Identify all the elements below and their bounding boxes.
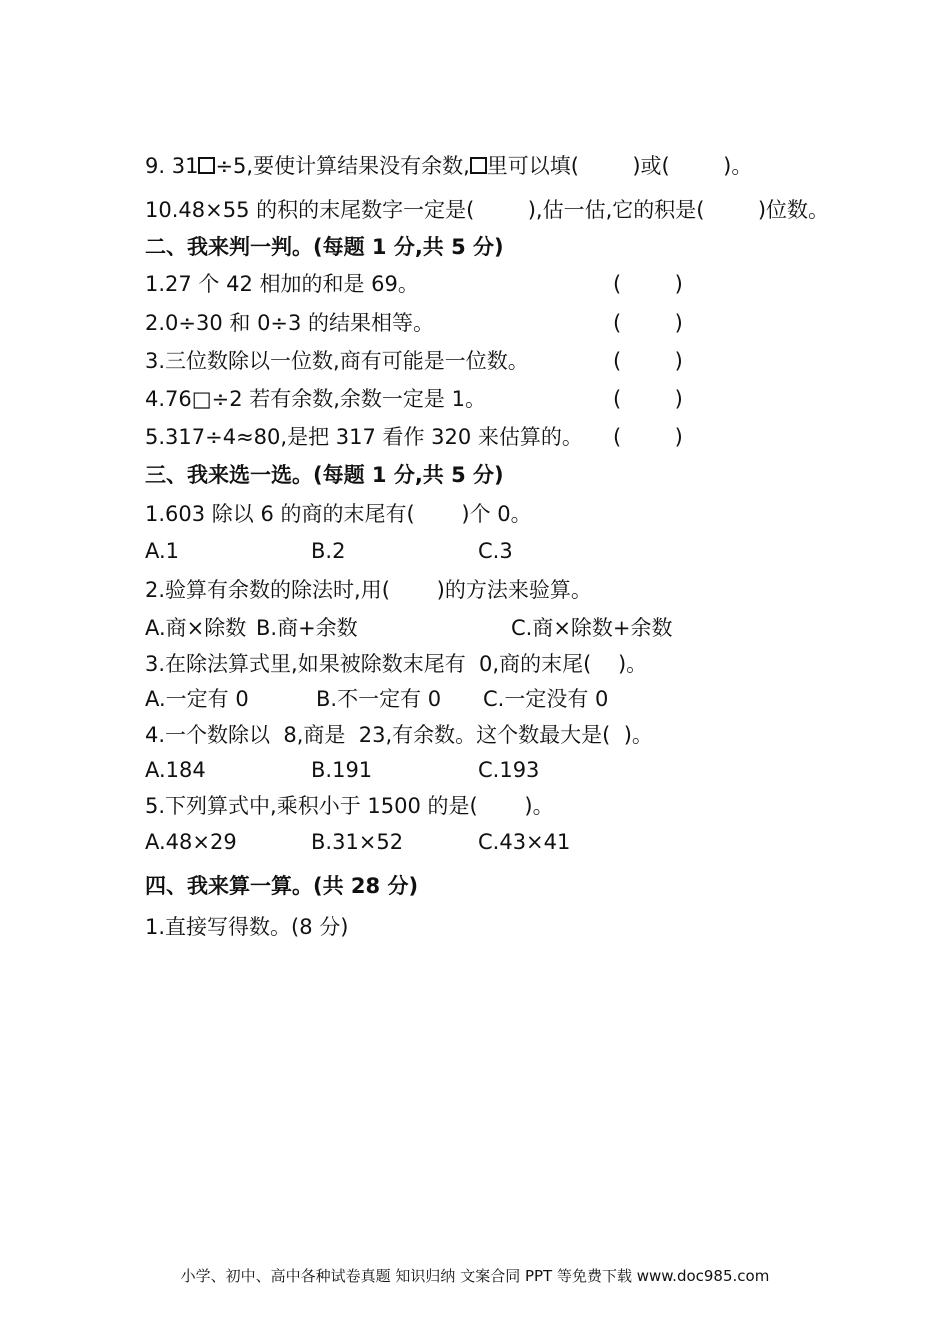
choice-3-option-b[interactable]: B.不一定有 0 bbox=[316, 687, 442, 711]
question-9-part3: 里可以填( )或( )。 bbox=[486, 154, 753, 178]
choice-4-option-b[interactable]: B.191 bbox=[311, 758, 373, 782]
question-9-prefix: 9. 31 bbox=[145, 154, 199, 178]
question-9-part2: ÷5,要使计算结果没有余数, bbox=[215, 154, 470, 178]
choice-1-option-b[interactable]: B.2 bbox=[311, 539, 346, 563]
choice-question-5: 5.下列算式中,乘积小于 1500 的是( )。 bbox=[145, 794, 554, 818]
choice-3-option-c[interactable]: C.一定没有 0 bbox=[483, 687, 609, 711]
judge-item-1: 1.27 个 42 相加的和是 69。 bbox=[145, 272, 419, 296]
judge-item-2: 2.0÷30 和 0÷3 的结果相等。 bbox=[145, 311, 435, 335]
choice-question-1: 1.603 除以 6 的商的末尾有( )个 0。 bbox=[145, 502, 532, 526]
choice-4-option-a[interactable]: A.184 bbox=[145, 758, 206, 782]
judge-answer-bracket-2[interactable]: ( ) bbox=[613, 311, 683, 335]
choice-question-3: 3.在除法算式里,如果被除数末尾有 0,商的末尾( )。 bbox=[145, 652, 648, 676]
blank-square-icon bbox=[470, 157, 487, 174]
judge-item-3: 3.三位数除以一位数,商有可能是一位数。 bbox=[145, 349, 529, 373]
choice-5-option-c[interactable]: C.43×41 bbox=[478, 830, 571, 854]
footer-note: 小学、初中、高中各种试卷真题 知识归纳 文案合同 PPT 等免费下载 www.doc985.com bbox=[180, 1267, 770, 1285]
judge-answer-bracket-1[interactable]: ( ) bbox=[613, 272, 683, 296]
choice-5-option-a[interactable]: A.48×29 bbox=[145, 830, 237, 854]
judge-answer-bracket-4[interactable]: ( ) bbox=[613, 387, 683, 411]
section-judge-heading: 二、我来判一判。(每题 1 分,共 5 分) bbox=[145, 235, 504, 259]
choice-3-option-a[interactable]: A.一定有 0 bbox=[145, 687, 249, 711]
choice-question-2: 2.验算有余数的除法时,用( )的方法来验算。 bbox=[145, 578, 592, 602]
calc-question-1: 1.直接写得数。(8 分) bbox=[145, 915, 349, 939]
section-calc-heading: 四、我来算一算。(共 28 分) bbox=[145, 874, 419, 898]
choice-1-option-a[interactable]: A.1 bbox=[145, 539, 180, 563]
choice-1-option-c[interactable]: C.3 bbox=[478, 539, 513, 563]
choice-2-option-b[interactable]: B.商+余数 bbox=[256, 616, 358, 640]
choice-question-4: 4.一个数除以 8,商是 23,有余数。这个数最大是( )。 bbox=[145, 723, 653, 747]
judge-item-5: 5.317÷4≈80,是把 317 看作 320 来估算的。 bbox=[145, 425, 583, 449]
choice-2-option-c[interactable]: C.商×除数+余数 bbox=[511, 616, 673, 640]
choice-2-option-a[interactable]: A.商×除数 bbox=[145, 616, 247, 640]
blank-square-icon bbox=[198, 157, 215, 174]
choice-4-option-c[interactable]: C.193 bbox=[478, 758, 540, 782]
judge-answer-bracket-3[interactable]: ( ) bbox=[613, 349, 683, 373]
judge-answer-bracket-5[interactable]: ( ) bbox=[613, 425, 683, 449]
judge-item-4: 4.76□÷2 若有余数,余数一定是 1。 bbox=[145, 387, 486, 411]
question-10: 10.48×55 的积的末尾数字一定是( ),估一估,它的积是( )位数。 bbox=[145, 198, 830, 222]
section-choice-heading: 三、我来选一选。(每题 1 分,共 5 分) bbox=[145, 463, 504, 487]
choice-5-option-b[interactable]: B.31×52 bbox=[311, 830, 404, 854]
question-9 bbox=[145, 152, 752, 180]
